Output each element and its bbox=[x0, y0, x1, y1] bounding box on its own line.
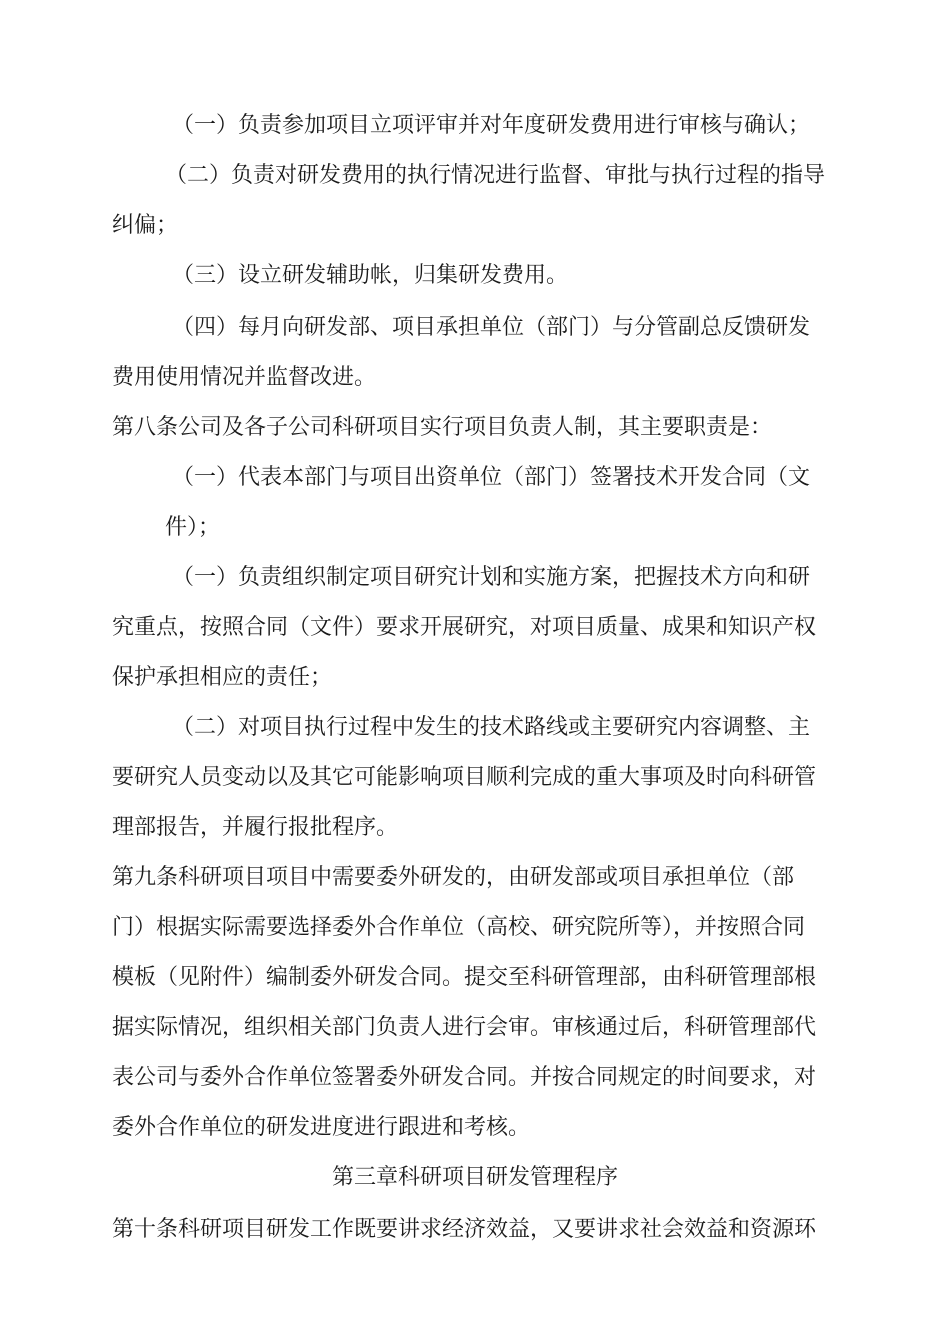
text-line-19: 据实际情况，组织相关部门负责人进行会审。审核通过后，科研管理部代 bbox=[112, 1015, 817, 1040]
text-line-21: 委外合作单位的研发进度进行跟进和考核。 bbox=[112, 1115, 531, 1140]
text-line-9: 件）； bbox=[165, 515, 221, 540]
text-line-7: 第八条公司及各子公司科研项目实行项目负责人制，其主要职责是： bbox=[112, 415, 773, 440]
text-line-11: 究重点，按照合同（文件）要求开展研究，对项目质量、成果和知识产权 bbox=[112, 615, 817, 640]
text-line-17: 门）根据实际需要选择委外合作单位（高校、研究院所等），并按照合同 bbox=[112, 915, 806, 940]
text-line-12: 保护承担相应的责任； bbox=[112, 665, 333, 690]
text-line-3: 纠偏； bbox=[112, 213, 179, 238]
text-line-2: （二）负责对研发费用的执行情况进行监督、审批与执行过程的指导 bbox=[165, 163, 826, 188]
text-line-10: （一）负责组织制定项目研究计划和实施方案，把握技术方向和研 bbox=[172, 565, 811, 590]
text-line-14: 要研究人员变动以及其它可能影响项目顺利完成的重大事项及时向科研管 bbox=[112, 765, 817, 790]
text-line-1: （一）负责参加项目立项评审并对年度研发费用进行审核与确认； bbox=[172, 113, 811, 138]
text-line-6: 费用使用情况并监督改进。 bbox=[112, 365, 377, 390]
text-line-13: （二）对项目执行过程中发生的技术路线或主要研究内容调整、主 bbox=[172, 715, 811, 740]
text-line-5: （四）每月向研发部、项目承担单位（部门）与分管副总反馈研发 bbox=[172, 315, 811, 340]
text-line-20: 表公司与委外合作单位签署委外研发合同。并按合同规定的时间要求，对 bbox=[112, 1065, 817, 1090]
text-line-15: 理部报告，并履行报批程序。 bbox=[112, 815, 399, 840]
text-line-8: （一）代表本部门与项目出资单位（部门）签署技术开发合同（文 bbox=[172, 465, 811, 490]
text-line-4: （三）设立研发辅助帐，归集研发费用。 bbox=[172, 263, 569, 288]
text-line-22: 第十条科研项目研发工作既要讲求经济效益，又要讲求社会效益和资源环 bbox=[112, 1217, 817, 1242]
chapter-title: 第三章科研项目研发管理程序 bbox=[331, 1165, 618, 1190]
text-line-18: 模板（见附件）编制委外研发合同。提交至科研管理部，由科研管理部根 bbox=[112, 965, 817, 990]
text-line-16: 第九条科研项目项目中需要委外研发的，由研发部或项目承担单位（部 bbox=[112, 865, 795, 890]
